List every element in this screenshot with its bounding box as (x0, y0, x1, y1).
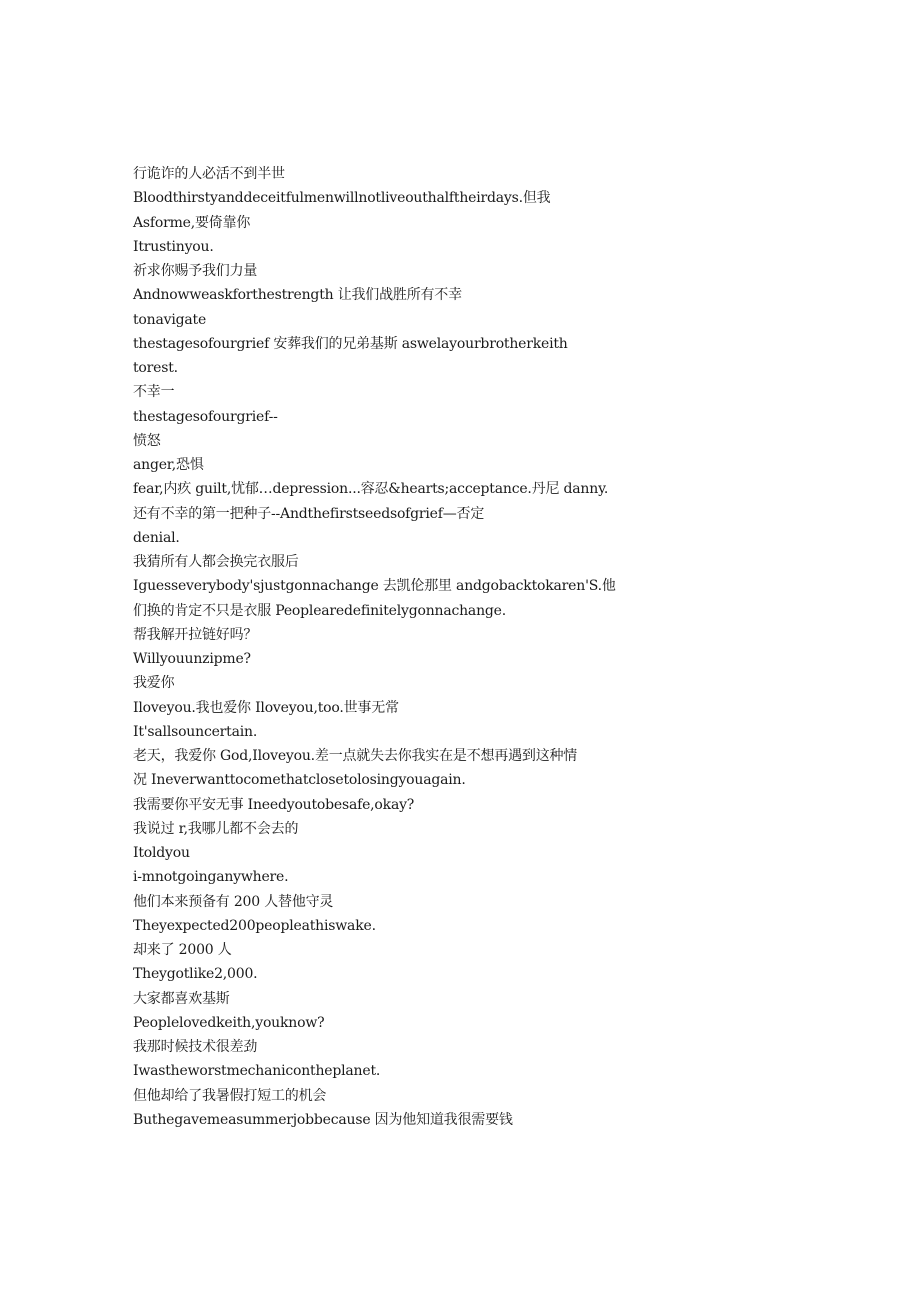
text-line: i-mnotgoinganywhere. (133, 869, 289, 886)
text-line: 我那时候技术很差劲 (133, 1039, 258, 1055)
text-line: 但他却给了我暑假打短工的机会 (133, 1087, 327, 1104)
text-line: 况 Ineverwanttocomethatclosetolosingyouagain. (133, 772, 466, 789)
text-line: Peoplelovedkeith,youknow? (133, 1014, 325, 1031)
text-line: 愤怒 (133, 432, 161, 449)
text-line: Iloveyou.我也爱你 Iloveyou,too.世事无常 (133, 699, 399, 716)
text-line: Iguesseverybody'sjustgonnachange 去凯伦那里 andgobacktokaren'S.他 (133, 578, 616, 595)
text-line: 老天，我爱你 God,Iloveyou.差一点就失去你我实在是不想再遇到这种情 (133, 748, 578, 764)
transcript-text (133, 162, 633, 1132)
text-line: 却来了 2000 人 (133, 942, 232, 958)
text-line: Iwastheworstmechanicontheplanet. (133, 1063, 381, 1080)
text-line: 我需要你平安无事 Ineedyoutobesafe,okay? (133, 796, 415, 813)
text-line: Bloodthirstyanddeceitfulmenwillnotliveouthalftheirdays.但我 (133, 190, 551, 207)
text-line: 我爱你 (133, 675, 175, 692)
text-line: 不幸一 (133, 384, 175, 401)
text-line: Itoldyou (133, 845, 190, 861)
text-line: 他们本来预备有 200 人替他守灵 (133, 893, 334, 910)
text-line: Theyexpected200peopleathiswake. (133, 917, 376, 934)
text-line: thestagesofourgrief 安葬我们的兄弟基斯 aswelayourbrotherkeith (133, 335, 568, 352)
text-line: Buthegavemeasummerjobbecause 因为他知道我很需要钱 (133, 1111, 513, 1128)
text-line: Andnowweaskforthestrength 让我们战胜所有不幸 (133, 287, 462, 304)
text-line: anger,恐惧 (133, 457, 204, 473)
text-line: torest. (133, 360, 178, 376)
text-line: 祈求你赐予我们力量 (133, 263, 258, 279)
text-line: Asforme,要倚靠你 (133, 214, 251, 231)
text-line: 大家都喜欢基斯 (133, 990, 230, 1007)
text-line: fear,内疚 guilt,忧郁…depression...容忍&hearts;acceptance.丹尼 danny. (133, 481, 609, 498)
text-line: 帮我解开拉链好吗？ (133, 626, 258, 643)
text-line: Willyouunzipme? (133, 651, 251, 667)
text-line: 我猜所有人都会换完衣服后 (133, 554, 299, 570)
text-line: 还有不幸的第一把种子--Andthefirstseedsofgrief—否定 (133, 505, 485, 522)
text-line: thestagesofourgrief-- (133, 408, 278, 425)
text-line: tonavigate (133, 311, 207, 328)
text-line: Itrustinyou. (133, 238, 214, 255)
text-line: Theygotlike2,000. (133, 966, 258, 983)
text-line: denial. (133, 529, 180, 546)
text-line: It'sallsouncertain. (133, 723, 258, 740)
text-line: 们换的肯定不只是衣服 Peoplearedefinitelygonnachange. (133, 602, 506, 619)
text-line: 我说过 r,我哪儿都不会去的 (133, 820, 299, 837)
text-line: 行诡诈的人必活不到半世 (133, 166, 285, 182)
